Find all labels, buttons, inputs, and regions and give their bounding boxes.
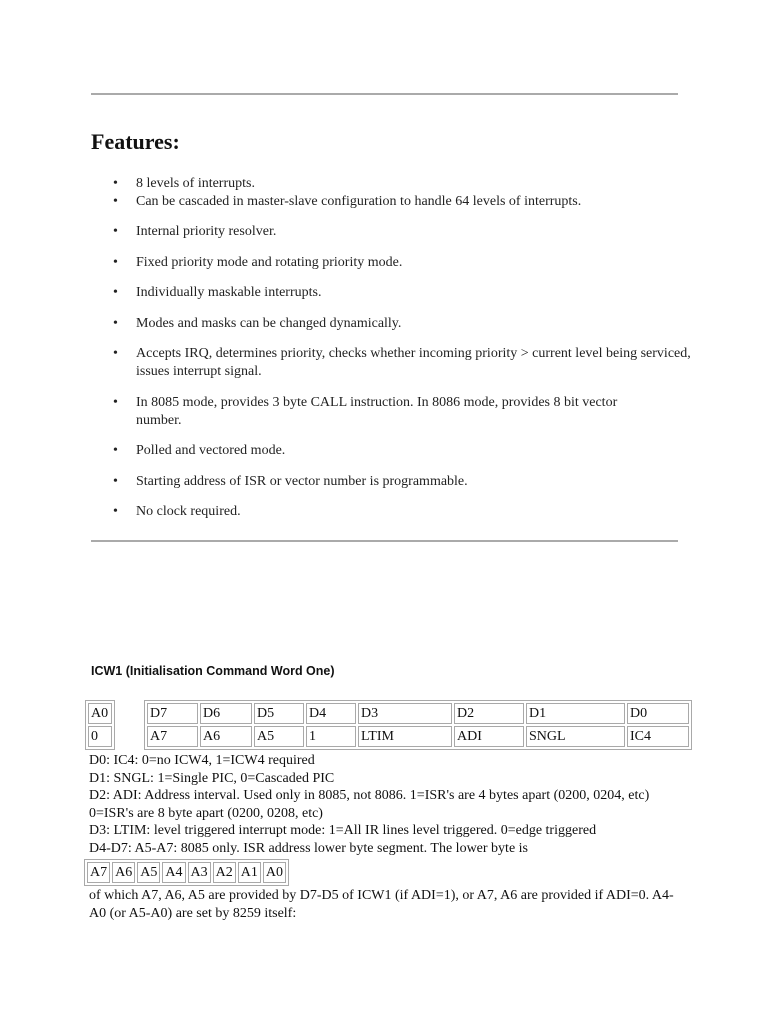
feature-item: • No clock required. bbox=[91, 503, 691, 521]
table-cell: 1 bbox=[306, 726, 356, 747]
feature-item: • 8 levels of interrupts. bbox=[91, 175, 691, 193]
table-cell: A2 bbox=[213, 862, 236, 883]
description-line: D3: LTIM: level triggered interrupt mode: 1=All IR lines level triggered. 0=edge triggered bbox=[89, 823, 597, 839]
icw1-descriptions bbox=[89, 752, 689, 858]
features-list bbox=[91, 175, 691, 521]
table-row bbox=[147, 726, 689, 747]
table-cell: A0 bbox=[263, 862, 286, 883]
table-cell: A1 bbox=[238, 862, 261, 883]
description-line: D0: IC4: 0=no ICW4, 1=ICW4 required bbox=[89, 753, 315, 768]
icw1-title: ICW1 (Initialisation Command Word One) bbox=[91, 664, 335, 678]
feature-item: • Starting address of ISR or vector number is programmable. bbox=[91, 473, 691, 491]
table-row bbox=[88, 726, 112, 747]
feature-item: • Individually maskable interrupts. bbox=[91, 284, 691, 302]
table-cell: D4 bbox=[306, 703, 356, 724]
table-row bbox=[147, 703, 689, 724]
table-cell: A6 bbox=[200, 726, 252, 747]
description-line: D2: ADI: Address interval. Used only in 8085, not 8086. 1=ISR's are 4 bytes apart (0200, 0204, etc) 0=ISR's are 8 byte apart (0200, 0208, etc) bbox=[89, 788, 650, 821]
a0-table bbox=[85, 700, 115, 750]
feature-item: • Fixed priority mode and rotating priority mode. bbox=[91, 254, 691, 272]
table-cell: A7 bbox=[87, 862, 110, 883]
table-cell: D7 bbox=[147, 703, 198, 724]
table-cell: D1 bbox=[526, 703, 625, 724]
table-cell: D3 bbox=[358, 703, 452, 724]
table-row bbox=[87, 862, 286, 883]
feature-item: • Modes and masks can be changed dynamically. bbox=[91, 315, 691, 333]
features-heading: Features: bbox=[91, 129, 180, 154]
table-cell: D0 bbox=[627, 703, 689, 724]
feature-item: • Polled and vectored mode. bbox=[91, 442, 691, 460]
table-cell: D5 bbox=[254, 703, 304, 724]
table-cell: 0 bbox=[88, 726, 112, 747]
top-divider bbox=[91, 93, 678, 95]
feature-item: • Can be cascaded in master-slave configuration to handle 64 levels of interrupts. bbox=[91, 193, 691, 211]
table-cell: A3 bbox=[188, 862, 211, 883]
table-cell: A7 bbox=[147, 726, 198, 747]
table-cell: SNGL bbox=[526, 726, 625, 747]
table-cell: ADI bbox=[454, 726, 524, 747]
table-cell: D2 bbox=[454, 703, 524, 724]
table-cell: A4 bbox=[162, 862, 185, 883]
description-line: D1: SNGL: 1=Single PIC, 0=Cascaded PIC bbox=[89, 770, 335, 786]
table-cell: IC4 bbox=[627, 726, 689, 747]
feature-item: • In 8085 mode, provides 3 byte CALL instruction. In 8086 mode, provides 8 bit vector number. bbox=[91, 394, 691, 429]
icw1-bit-table bbox=[144, 700, 692, 750]
table-cell: A6 bbox=[112, 862, 135, 883]
table-cell: A5 bbox=[254, 726, 304, 747]
address-byte-table bbox=[84, 859, 289, 886]
icw1-closing-text: of which A7, A6, A5 are provided by D7-D5 of ICW1 (if ADI=1), or A7, A6 are provided if ADI=0. A4-A0 (or A5-A0) are set by 8259 itself: bbox=[89, 888, 674, 921]
table-row bbox=[88, 703, 112, 724]
bottom-divider bbox=[91, 540, 678, 542]
table-cell: A5 bbox=[137, 862, 160, 883]
table-cell: LTIM bbox=[358, 726, 452, 747]
feature-item: • Accepts IRQ, determines priority, checks whether incoming priority > current level being serviced, issues interrupt signal. bbox=[91, 345, 691, 380]
table-cell: D6 bbox=[200, 703, 252, 724]
description-line: D4-D7: A5-A7: 8085 only. ISR address lower byte segment. The lower byte is bbox=[89, 840, 528, 856]
table-cell: A0 bbox=[88, 703, 112, 724]
feature-item: • Internal priority resolver. bbox=[91, 223, 691, 241]
